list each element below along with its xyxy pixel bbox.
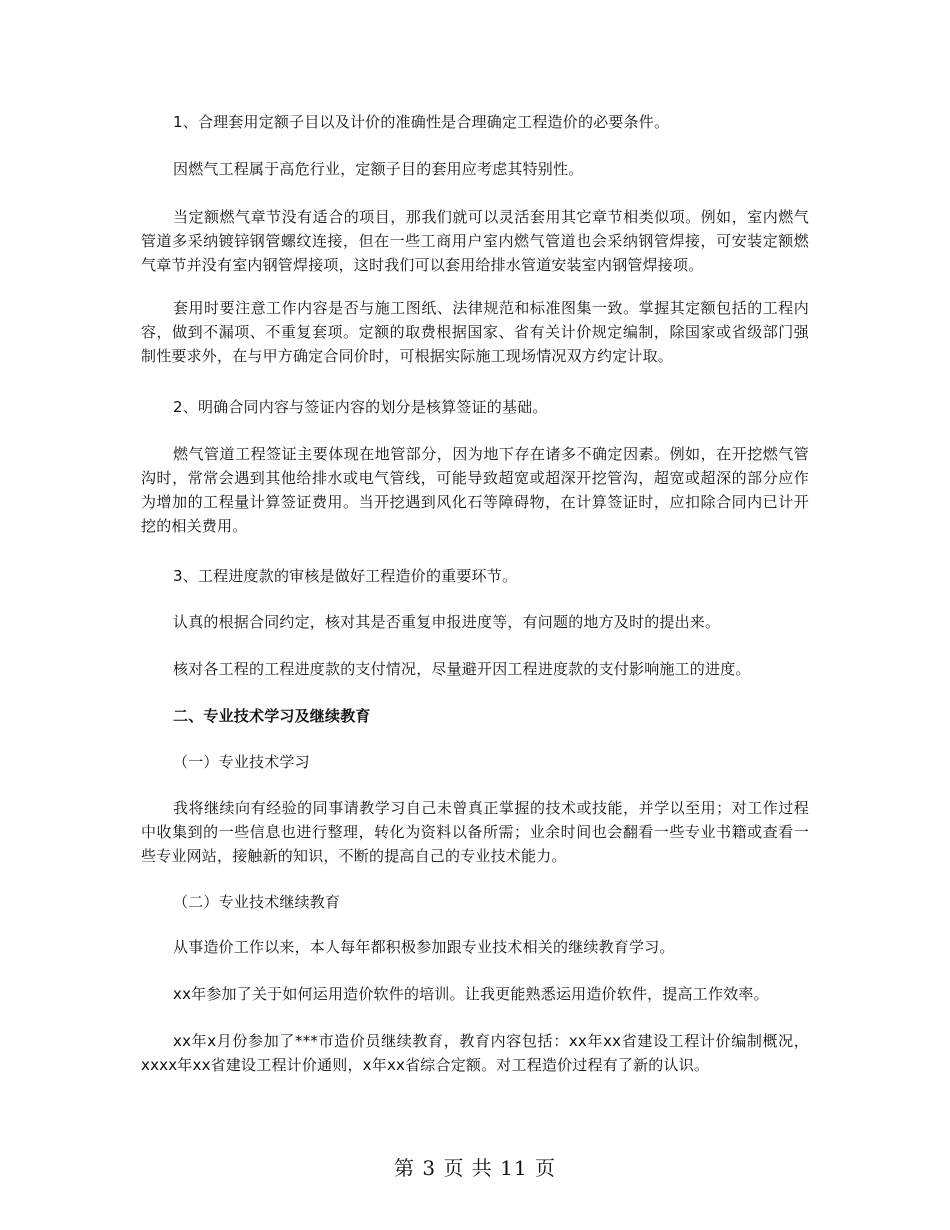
paragraph-body: 当定额燃气章节没有适合的项目，那我们就可以灵活套用其它章节相类似项。例如，室内燃气管道多采纳镀锌钢管螺纹连接，但在一些工商用户室内燃气管道也会采纳钢管焊接，可安装定额燃气章节并没有室内钢管焊接项，这时我们可以套用给排水管道安装室内钢管焊接项。 bbox=[141, 208, 809, 274]
paragraph-item-2: 2、明确合同内容与签证内容的划分是核算签证的基础。 bbox=[173, 398, 548, 416]
paragraph-item-3: 3、工程进度款的审核是做好工程造价的重要环节。 bbox=[173, 567, 518, 585]
paragraph-body: xx年x月份参加了***市造价员继续教育，教育内容包括：xx年xx省建设工程计价编制概况，xxxx年xx省建设工程计价通则，x年xx省综合定额。对工程造价过程有了新的认识。 bbox=[141, 1032, 809, 1074]
section-heading: 二、专业技术学习及继续教育 bbox=[173, 707, 371, 725]
paragraph-body: 认真的根据合同约定，核对其是否重复申报进度等，有问题的地方及时的提出来。 bbox=[173, 613, 721, 631]
paragraph-body: 核对各工程的工程进度款的支付情况，尽量避开因工程进度款的支付影响施工的进度。 bbox=[173, 660, 751, 678]
paragraph-body: 从事造价工作以来，本人每年都积极参加跟专业技术相关的继续教育学习。 bbox=[173, 938, 675, 956]
paragraph-body: 套用时要注意工作内容是否与施工图纸、法律规范和标准图集一致。掌握其定额包括的工程内容，做到不漏项、不重复套项。定额的取费根据国家、省有关计价规定编制，除国家或省级部门强制性要求外，在与甲方确定合同价时，可根据实际施工现场情况双方约定计取。 bbox=[141, 299, 809, 365]
paragraph-paraphrase-note: 因燃气工程属于高危行业，定额子目的套用应考虑其特别性。 bbox=[173, 160, 584, 178]
paragraph-body: xx年参加了关于如何运用造价软件的培训。让我更能熟悉运用造价软件，提高工作效率。 bbox=[173, 985, 769, 1003]
page-number-footer: 第 3 页 共 11 页 bbox=[394, 1156, 556, 1180]
subsection-heading: （一）专业技术学习 bbox=[173, 753, 310, 771]
paragraph-body: 燃气管道工程签证主要体现在地管部分，因为地下存在诸多不确定因素。例如，在开挖燃气管沟时，常常会遇到其他给排水或电气管线，可能导致超宽或超深开挖管沟，超宽或超深的部分应作为增加的工程量计算签证费用。当开挖遇到风化石等障碍物，在计算签证时，应扣除合同内已计开挖的相关费用。 bbox=[141, 445, 809, 535]
subsection-heading: （二）专业技术继续教育 bbox=[173, 893, 341, 911]
paragraph-body: 我将继续向有经验的同事请教学习自己未曾真正掌握的技术或技能，并学以至用；对工作过程中收集到的一些信息也进行整理，转化为资料以备所需；业余时间也会翻看一些专业书籍或查看一些专业网站，接触新的知识，不断的提高自己的专业技术能力。 bbox=[141, 799, 809, 865]
paragraph-item-1: 1、合理套用定额子目以及计价的准确性是合理确定工程造价的必要条件。 bbox=[173, 113, 670, 131]
